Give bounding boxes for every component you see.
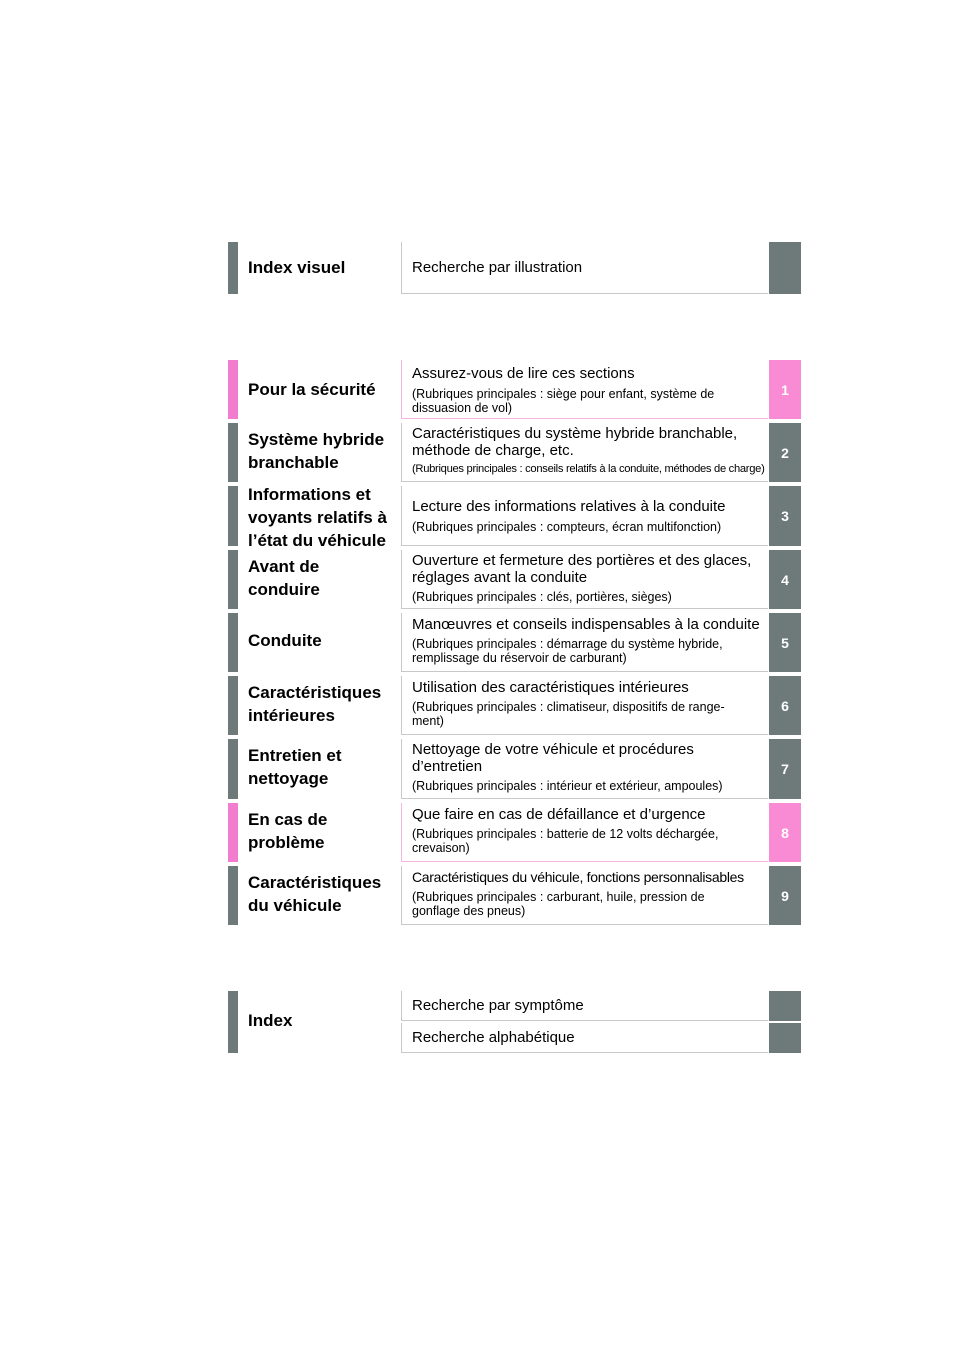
index-link-symptom[interactable]: Recherche par symptôme: [401, 991, 768, 1021]
visual-index-row[interactable]: [228, 242, 801, 294]
section-accent-bar: [228, 613, 238, 672]
section-title: Système hybride branchable: [248, 430, 385, 472]
section-row-3[interactable]: [228, 485, 801, 550]
section-description: [401, 550, 768, 609]
section-sub-text: (Rubriques principales : compteurs, écran multifonction): [412, 520, 722, 534]
section-sub-text: (Rubriques principales : démarrage du système hybride, remplissage du réservoir de carburant): [412, 637, 723, 665]
section-row-6[interactable]: [228, 676, 801, 735]
section-sub-text: (Rubriques principales : carburant, huile, pression de gonflage des pneus): [412, 890, 705, 918]
section-main-text: Manœuvres et conseils indispensables à la conduite: [412, 616, 760, 633]
section-description: [401, 486, 768, 546]
section-tab: [769, 242, 801, 294]
section-row-1[interactable]: [228, 360, 801, 419]
section-accent-bar: [228, 991, 238, 1053]
index-link-alphabetical[interactable]: Recherche alphabétique: [401, 1023, 768, 1053]
section-accent-bar: [228, 739, 238, 799]
section-accent-bar: [228, 803, 238, 862]
section-row-7[interactable]: [228, 739, 801, 799]
section-title: En cas de problème: [248, 810, 328, 852]
section-number-tab[interactable]: 5: [769, 613, 801, 672]
section-row-5[interactable]: [228, 613, 801, 672]
index-tab: [769, 991, 801, 1021]
section-accent-bar: [228, 242, 238, 294]
section-description: [401, 676, 768, 735]
section-number-tab[interactable]: 2: [769, 423, 801, 482]
section-sub-text: (Rubriques principales : conseils relatifs à la conduite, méthodes de charge): [412, 463, 765, 475]
section-main-text: Nettoyage de votre véhicule et procédures d’entretien: [412, 741, 694, 775]
section-sub-text: (Rubriques principales : climatiseur, dispositifs de range- ment): [412, 700, 725, 728]
section-number-tab[interactable]: 1: [769, 360, 801, 419]
section-accent-bar: [228, 486, 238, 546]
section-main-text: Caractéristiques du système hybride branchable, méthode de charge, etc.: [412, 425, 738, 459]
section-sub-text: (Rubriques principales : clés, portières, sièges): [412, 590, 672, 604]
section-description: [401, 242, 768, 294]
section-title: Pour la sécurité: [248, 380, 376, 399]
section-accent-bar: [228, 866, 238, 925]
section-description: [401, 613, 768, 672]
section-description: [401, 803, 768, 862]
section-title: Avant de conduire: [248, 557, 320, 599]
section-sub-text: (Rubriques principales : batterie de 12 volts déchargée, crevaison): [412, 827, 719, 855]
section-row-9[interactable]: [228, 866, 801, 925]
section-row-2[interactable]: [228, 423, 801, 482]
section-title: Caractéristiques intérieures: [248, 683, 382, 725]
section-title: Conduite: [248, 631, 322, 650]
section-number-tab[interactable]: 3: [769, 486, 801, 546]
section-main-text: Utilisation des caractéristiques intérieures: [412, 679, 689, 696]
section-description: [401, 739, 768, 799]
section-number-tab[interactable]: 7: [769, 739, 801, 799]
section-main-text: Lecture des informations relatives à la conduite: [412, 498, 726, 515]
section-main-text: Ouverture et fermeture des portières et des glaces, réglages avant la conduite: [412, 552, 752, 586]
section-main-text: Recherche par illustration: [412, 259, 583, 276]
section-sub-text: (Rubriques principales : intérieur et extérieur, ampoules): [412, 779, 723, 793]
section-title: Index visuel: [248, 258, 346, 277]
section-number-tab[interactable]: 9: [769, 866, 801, 925]
section-number-tab[interactable]: 8: [769, 803, 801, 862]
section-title: Caractéristiques du véhicule: [248, 873, 382, 915]
section-main-text: Caractéristiques du véhicule, fonctions personnalisables: [412, 869, 744, 885]
section-number-tab[interactable]: 6: [769, 676, 801, 735]
section-main-text: Que faire en cas de défaillance et d’urgence: [412, 806, 706, 823]
section-row-8[interactable]: [228, 803, 801, 862]
section-number-tab[interactable]: 4: [769, 550, 801, 609]
index-title: Index: [248, 1011, 293, 1030]
section-accent-bar: [228, 360, 238, 419]
section-description: [401, 866, 768, 925]
section-description: [401, 360, 768, 419]
index-tab: [769, 1023, 801, 1053]
index-row: [228, 991, 801, 1053]
section-accent-bar: [228, 676, 238, 735]
section-sub-text: (Rubriques principales : siège pour enfant, système de dissuasion de vol): [412, 387, 715, 415]
section-main-text: Assurez-vous de lire ces sections: [412, 365, 635, 382]
section-row-4[interactable]: [228, 550, 801, 609]
section-description: [401, 423, 768, 482]
section-accent-bar: [228, 423, 238, 482]
section-title: Entretien et nettoyage: [248, 746, 342, 788]
section-title: Informations et voyants relatifs à l’état du véhicule: [248, 485, 387, 550]
section-accent-bar: [228, 550, 238, 609]
